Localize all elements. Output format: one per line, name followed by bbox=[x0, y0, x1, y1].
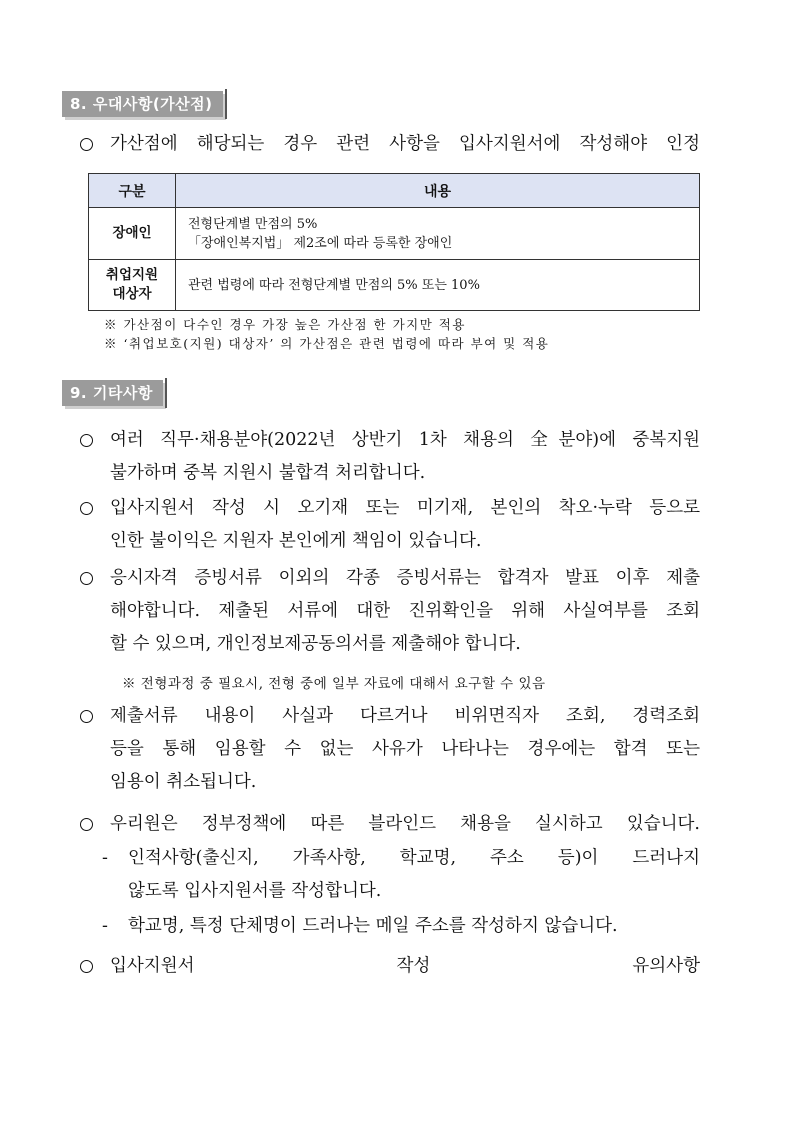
table-row bbox=[89, 260, 700, 311]
list-item: 응시자격 증빙서류 이외의 각종 증빙서류는 합격자 발표 이후 제출 해야합니다. 제출된 서류에 대한 진위확인을 위해 사실여부를 조회 할 수 있으며, 개인정보제공동의서를 제출해야 합니다. bbox=[80, 562, 700, 661]
list-item: 입사지원서 작성 시 오기재 또는 미기재, 본인의 착오·누락 등으로 인한 불이익은 지원자 본인에게 책임이 있습니다. bbox=[80, 492, 700, 558]
section-8-intro: 가산점에 해당되는 경우 관련 사항을 입사지원서에 작성해야 인정 bbox=[80, 128, 700, 161]
section-8-title: 8. 우대사항(가산점) bbox=[62, 91, 223, 117]
note: ※ 전형과정 중 필요시, 전형 중에 일부 자료에 대해서 요구할 수 있음 bbox=[122, 676, 546, 692]
note: ※ ‘취업보호(지원) 대상자’ 의 가산점은 관련 법령에 따라 부여 및 적용 bbox=[104, 336, 550, 351]
circle-bullet-icon bbox=[80, 960, 93, 973]
circle-bullet-icon bbox=[80, 572, 93, 585]
list-item: 여러 직무·채용분야(2022년 상반기 1차 채용의 全분야)에 중복지원 불가하며 중복 지원시 불합격 처리합니다. bbox=[80, 424, 700, 490]
dash-bullet-icon: - bbox=[102, 848, 108, 868]
table-row bbox=[89, 208, 700, 260]
list-item: 입사지원서 작성 유의사항 bbox=[80, 950, 700, 983]
list-item: 우리원은 정부정책에 따른 블라인드 채용을 실시하고 있습니다. bbox=[80, 808, 700, 841]
note: ※ 가산점이 다수인 경우 가장 높은 가산점 한 가지만 적용 bbox=[104, 317, 466, 332]
sub-list-item: - 학교명, 특정 단체명이 드러나는 메일 주소를 작성하지 않습니다. bbox=[102, 910, 700, 943]
circle-bullet-icon bbox=[80, 138, 93, 151]
sub-list-item: - 인적사항(출신지, 가족사항, 학교명, 주소 등)이 드러나지 않도록 입사지원서를 작성합니다. bbox=[102, 842, 700, 908]
row-content: 전형단계별 만점의 5% 「장애인복지법」 제2조에 따라 등록한 장애인 bbox=[176, 208, 700, 260]
circle-bullet-icon bbox=[80, 502, 93, 515]
table-header-row bbox=[89, 174, 700, 208]
bonus-table bbox=[88, 173, 700, 311]
table-header: 구분 bbox=[89, 174, 176, 208]
list-item: 제출서류 내용이 사실과 다르거나 비위면직자 조회, 경력조회 등을 통해 임용할 수 없는 사유가 나타나는 경우에는 합격 또는 임용이 취소됩니다. bbox=[80, 700, 700, 799]
table-header: 내용 bbox=[176, 174, 700, 208]
circle-bullet-icon bbox=[80, 434, 93, 447]
section-9-title: 9. 기타사항 bbox=[62, 380, 163, 406]
row-label: 취업지원 대상자 bbox=[89, 260, 176, 311]
row-label: 장애인 bbox=[89, 208, 176, 260]
dash-bullet-icon: - bbox=[102, 916, 108, 936]
circle-bullet-icon bbox=[80, 818, 93, 831]
circle-bullet-icon bbox=[80, 710, 93, 723]
row-content: 관련 법령에 따라 전형단계별 만점의 5% 또는 10% bbox=[176, 260, 700, 311]
